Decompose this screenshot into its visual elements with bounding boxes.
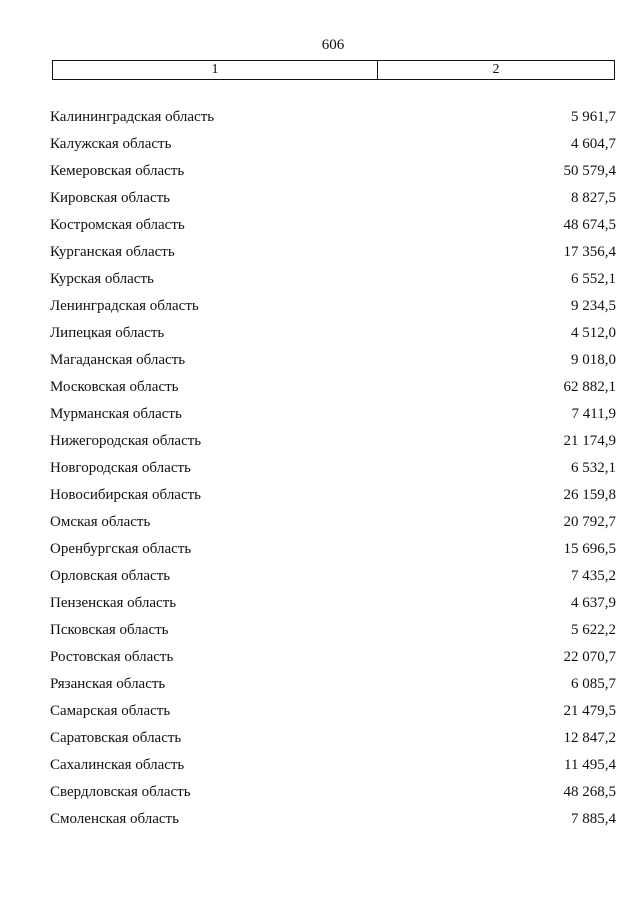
region-value: 48 268,5 [563,784,616,800]
table-row [50,671,616,698]
table-row [50,698,616,725]
region-name: Пензенская область [50,595,177,611]
region-name: Ленинградская область [50,298,199,314]
region-value: 6 552,1 [571,271,616,287]
region-name: Смоленская область [50,811,179,827]
region-value: 21 479,5 [563,703,616,719]
table-row [50,428,616,455]
table-row [50,752,616,779]
region-value: 7 435,2 [571,568,616,584]
region-value: 7 885,4 [571,811,616,827]
region-value: 4 637,9 [571,595,616,611]
table-header [52,60,615,80]
region-name: Новосибирская область [50,487,202,503]
region-value: 7 411,9 [571,406,616,422]
region-value: 8 827,5 [571,190,616,206]
region-value: 62 882,1 [563,379,616,395]
region-name: Кировская область [50,190,171,206]
region-name: Нижегородская область [50,433,202,449]
region-value: 4 512,0 [571,325,616,341]
table-row [50,293,616,320]
table-row [50,401,616,428]
region-name: Московская область [50,379,179,395]
region-name: Новгородская область [50,460,191,476]
table-row [50,509,616,536]
table-row [50,104,616,131]
table-row [50,482,616,509]
page-number: 606 [321,37,345,53]
region-value: 5 961,7 [571,109,616,125]
region-name: Курская область [50,271,154,287]
region-name: Самарская область [50,703,171,719]
region-name: Свердловская область [50,784,191,800]
region-value: 50 579,4 [563,163,616,179]
region-value: 6 532,1 [571,460,616,476]
table-row [50,644,616,671]
region-name: Мурманская область [50,406,182,422]
region-name: Липецкая область [50,325,165,341]
column-header-1: 1 [53,61,378,79]
region-name: Рязанская область [50,676,166,692]
region-value: 6 085,7 [571,676,616,692]
region-value: 11 495,4 [564,757,616,773]
table-row [50,239,616,266]
table-row [50,266,616,293]
region-value: 4 604,7 [571,136,616,152]
region-name: Калининградская область [50,109,215,125]
table-row [50,725,616,752]
table-row [50,158,616,185]
table-row [50,347,616,374]
region-name: Оренбургская область [50,541,192,557]
region-value: 48 674,5 [563,217,616,233]
table-row [50,617,616,644]
region-name: Сахалинская область [50,757,185,773]
table-row [50,185,616,212]
region-value: 15 696,5 [563,541,616,557]
region-name: Ростовская область [50,649,174,665]
table-row [50,806,616,833]
region-name: Омская область [50,514,151,530]
table-row [50,212,616,239]
table-row [50,320,616,347]
region-name: Кемеровская область [50,163,185,179]
table-row [50,131,616,158]
region-name: Калужская область [50,136,172,152]
table-row [50,536,616,563]
region-name: Саратовская область [50,730,182,746]
region-value: 17 356,4 [563,244,616,260]
region-value: 21 174,9 [563,433,616,449]
region-value: 9 234,5 [571,298,616,314]
region-value: 9 018,0 [571,352,616,368]
region-name: Костромская область [50,217,185,233]
region-table-body [50,104,616,833]
column-header-2: 2 [492,62,500,77]
region-name: Орловская область [50,568,171,584]
region-name: Псковская область [50,622,169,638]
table-row [50,374,616,401]
region-name: Магаданская область [50,352,186,368]
region-value: 12 847,2 [563,730,616,746]
region-value: 5 622,2 [571,622,616,638]
table-row [50,779,616,806]
table-row [50,563,616,590]
region-value: 20 792,7 [563,514,616,530]
region-value: 22 070,7 [563,649,616,665]
table-row [50,590,616,617]
table-row [50,455,616,482]
region-name: Курганская область [50,244,175,260]
region-value: 26 159,8 [563,487,616,503]
